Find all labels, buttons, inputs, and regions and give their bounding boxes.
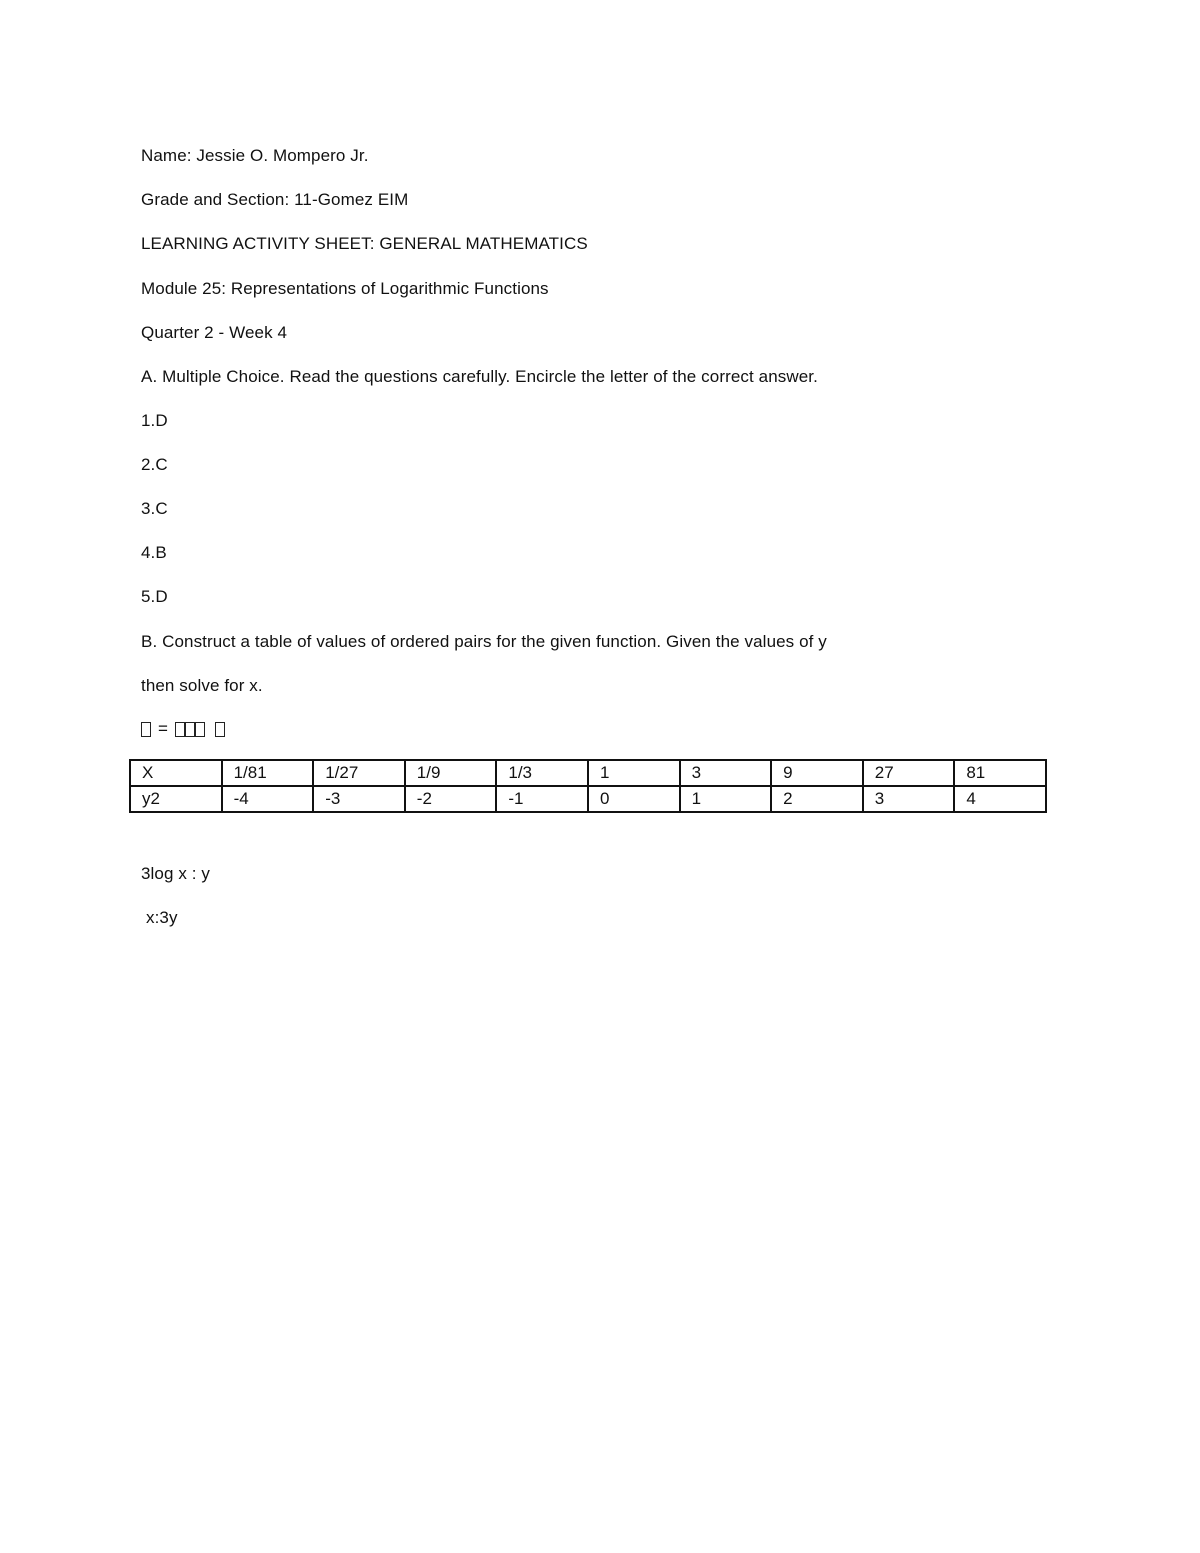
- work-line: x:3y: [146, 908, 178, 927]
- answer-item: 1.D: [141, 411, 168, 430]
- table-cell: 0: [588, 786, 680, 812]
- table-cell: 3: [863, 786, 955, 812]
- missing-glyph-icon: [215, 722, 225, 737]
- missing-glyph-icon: [195, 722, 205, 737]
- table-cell: 9: [771, 760, 863, 786]
- table-cell: 2: [771, 786, 863, 812]
- table-cell: 1: [680, 786, 772, 812]
- table-cell: 3: [680, 760, 772, 786]
- table-cell: 4: [954, 786, 1046, 812]
- answer-item: 4.B: [141, 543, 167, 562]
- table-cell: y2: [130, 786, 222, 812]
- equals-sign: =: [158, 719, 168, 738]
- table-cell: 1/9: [405, 760, 497, 786]
- student-name: Name: Jessie O. Mompero Jr.: [141, 146, 369, 165]
- table-cell: -4: [222, 786, 314, 812]
- table-cell: 81: [954, 760, 1046, 786]
- table-row-x: [130, 760, 1046, 786]
- function-formula: [141, 718, 225, 740]
- table-cell: -3: [313, 786, 405, 812]
- table-cell: 1/3: [496, 760, 588, 786]
- module-title: Module 25: Representations of Logarithmic Functions: [141, 279, 549, 298]
- missing-glyph-icon: [175, 722, 185, 737]
- sheet-title: LEARNING ACTIVITY SHEET: GENERAL MATHEMATICS: [141, 234, 588, 253]
- missing-glyph-icon: [141, 722, 151, 737]
- part-b-instruction-continued: then solve for x.: [141, 676, 263, 695]
- grade-and-section: Grade and Section: 11-Gomez EIM: [141, 190, 409, 209]
- table-cell: 1/81: [222, 760, 314, 786]
- quarter-week: Quarter 2 - Week 4: [141, 323, 288, 342]
- part-a-instruction: A. Multiple Choice. Read the questions carefully. Encircle the letter of the correct answer.: [141, 367, 818, 386]
- answer-item: 2.C: [141, 455, 168, 474]
- answer-item: 3.C: [141, 499, 168, 518]
- table-row-y: [130, 786, 1046, 812]
- answer-item: 5.D: [141, 587, 168, 606]
- missing-glyph-icon: [185, 722, 195, 737]
- table-cell: -1: [496, 786, 588, 812]
- table-cell: 1/27: [313, 760, 405, 786]
- table-cell: 1: [588, 760, 680, 786]
- work-line: 3log x : y: [141, 864, 211, 883]
- part-b-instruction: B. Construct a table of values of ordered pairs for the given function. Given the values of y: [141, 632, 827, 651]
- values-table: [129, 759, 1047, 813]
- table-cell: 27: [863, 760, 955, 786]
- table-cell: -2: [405, 786, 497, 812]
- table-cell: X: [130, 760, 222, 786]
